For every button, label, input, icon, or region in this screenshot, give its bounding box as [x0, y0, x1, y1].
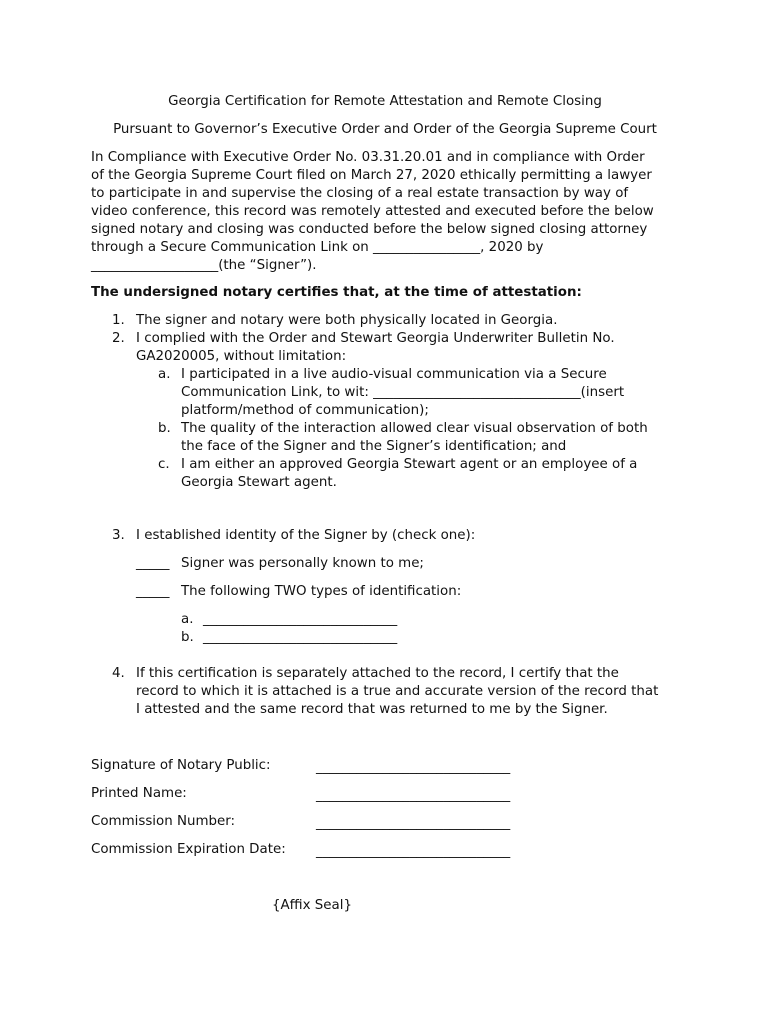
intro-line: ___________________(the “Signer”). — [91, 258, 317, 273]
item-number: 3. — [112, 528, 125, 543]
intro-line: of the Georgia Supreme Court filed on March 27, 2020 ethically permitting a lawyer — [91, 168, 652, 183]
item-number: 1. — [112, 313, 125, 328]
subitem-text: I participated in a live audio-visual communication via a Secure — [181, 367, 607, 382]
item-text: I complied with the Order and Stewart Georgia Underwriter Bulletin No. — [136, 331, 615, 346]
option-text: Signer was personally known to me; — [181, 556, 424, 571]
commission-number-field[interactable]: _____________________________ — [316, 816, 511, 831]
subitem-letter: b. — [158, 421, 171, 436]
document-subtitle: Pursuant to Governor’s Executive Order and Order of the Georgia Supreme Court — [113, 122, 657, 137]
check-blank[interactable]: _____ — [136, 584, 170, 599]
commission-expiration-label: Commission Expiration Date: — [91, 842, 286, 857]
item-number: 4. — [112, 666, 125, 681]
id-blank[interactable]: _____________________________ — [203, 630, 398, 645]
subitem-text: I am either an approved Georgia Stewart agent or an employee of a — [181, 457, 638, 472]
signature-label: Signature of Notary Public: — [91, 758, 271, 773]
id-blank[interactable]: _____________________________ — [203, 612, 398, 627]
commission-number-label: Commission Number: — [91, 814, 236, 829]
commission-expiration-field[interactable]: _____________________________ — [316, 844, 511, 859]
intro-line: to participate in and supervise the closing of a real estate transaction by way of — [91, 186, 629, 201]
item-text: I established identity of the Signer by (check one): — [136, 528, 476, 543]
item-text: I attested and the same record that was returned to me by the Signer. — [136, 702, 608, 717]
subitem-text: Communication Link, to wit: _______________________________(insert — [181, 385, 625, 400]
subitem-text: The quality of the interaction allowed clear visual observation of both — [181, 421, 648, 436]
check-blank[interactable]: _____ — [136, 556, 170, 571]
document-title: Georgia Certification for Remote Attestation and Remote Closing — [168, 94, 602, 109]
item-text: The signer and notary were both physically located in Georgia. — [136, 313, 558, 328]
printed-name-label: Printed Name: — [91, 786, 187, 801]
item-number: 2. — [112, 331, 125, 346]
option-text: The following TWO types of identification: — [181, 584, 462, 599]
subitem-letter: c. — [158, 457, 170, 472]
intro-line: through a Secure Communication Link on ________________, 2020 by — [91, 240, 544, 255]
intro-line: In Compliance with Executive Order No. 03.31.20.01 and in compliance with Order — [91, 150, 645, 165]
id-letter: a. — [181, 612, 194, 627]
subitem-letter: a. — [158, 367, 171, 382]
subitem-text: the face of the Signer and the Signer’s identification; and — [181, 439, 567, 454]
item-text: record to which it is attached is a true and accurate version of the record that — [136, 684, 659, 699]
signature-field[interactable]: _____________________________ — [316, 760, 511, 775]
certifies-heading: The undersigned notary certifies that, at the time of attestation: — [91, 285, 582, 300]
affix-seal-text: {Affix Seal} — [272, 898, 352, 913]
intro-line: video conference, this record was remotely attested and executed before the below — [91, 204, 654, 219]
intro-line: signed notary and closing was conducted before the below signed closing attorney — [91, 222, 648, 237]
printed-name-field[interactable]: _____________________________ — [316, 788, 511, 803]
subitem-text: platform/method of communication); — [181, 403, 429, 418]
item-text: GA2020005, without limitation: — [136, 349, 347, 364]
id-letter: b. — [181, 630, 194, 645]
item-text: If this certification is separately attached to the record, I certify that the — [136, 666, 619, 681]
subitem-text: Georgia Stewart agent. — [181, 475, 337, 490]
